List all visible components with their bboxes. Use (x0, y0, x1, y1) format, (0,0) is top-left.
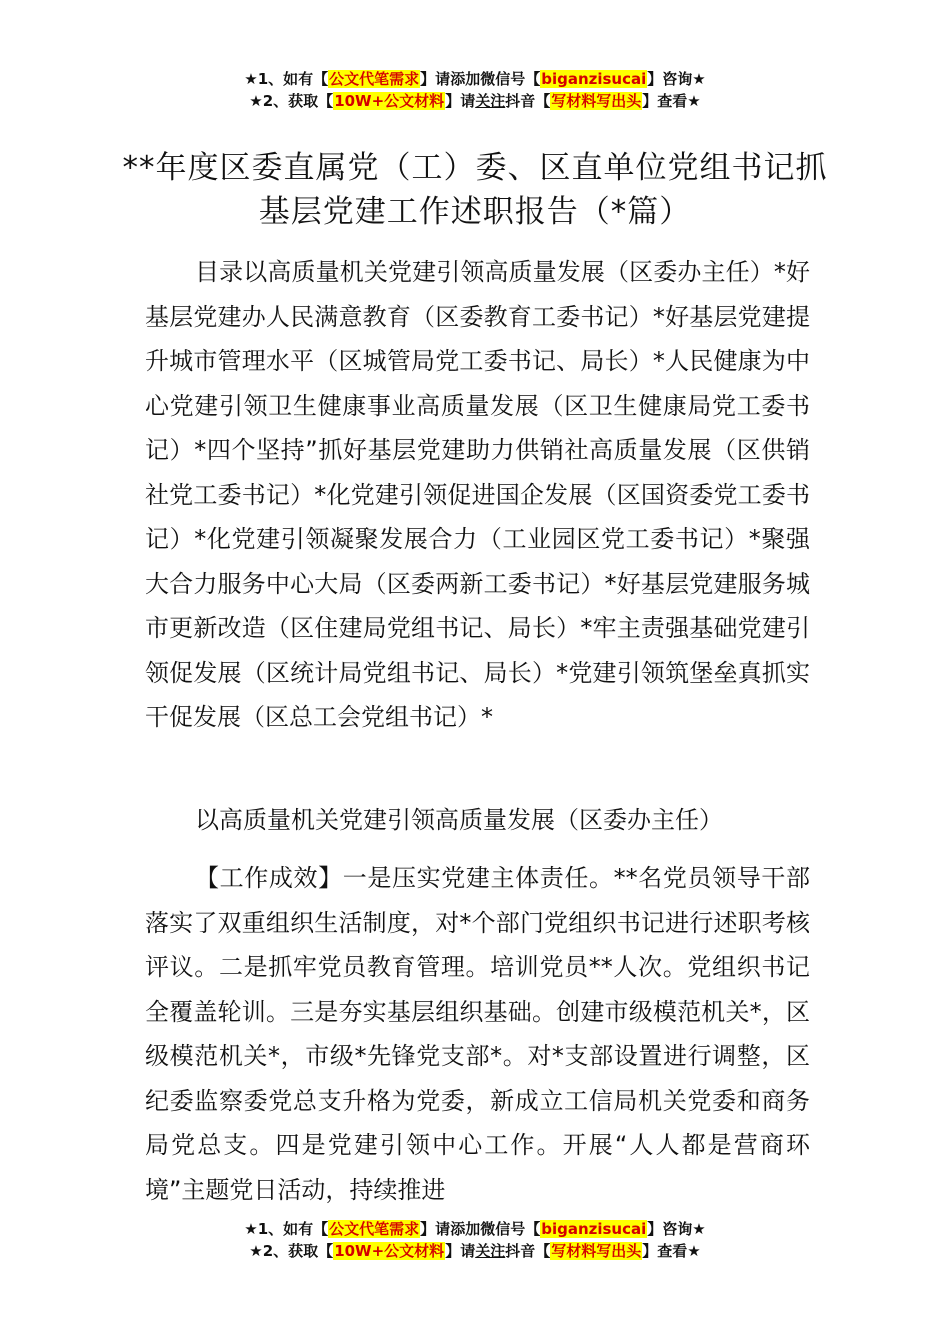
promo-highlight: 10W+公文材料 (334, 1242, 445, 1260)
promo-text: 】请 (445, 92, 476, 110)
promo-text: 微信号【 (480, 1220, 541, 1238)
promo-highlight: 公文代笔需求 (329, 70, 420, 88)
promo-text: 抖音【 (505, 92, 551, 110)
promo-highlight: 公文代笔需求 (329, 1220, 420, 1238)
promo-banner-top (0, 68, 950, 112)
promo-line-1 (0, 1218, 950, 1240)
promo-text: ★2、获取【 (249, 92, 334, 110)
promo-text: ★1、如有【 (244, 1220, 329, 1238)
promo-text: 】查看★ (642, 92, 701, 110)
promo-text: 】请 (445, 1242, 476, 1260)
promo-emphasis: 添加 (450, 1220, 481, 1238)
promo-text: 】咨询★ (647, 70, 706, 88)
promo-text: 】查看★ (642, 1242, 701, 1260)
promo-line-1 (0, 68, 950, 90)
promo-emphasis: 添加 (450, 70, 481, 88)
table-of-contents: 目录以高质量机关党建引领高质量发展（区委办主任）*好基层党建办人民满意教育（区委教育工委书记）*好基层党建提升城市管理水平（区城管局党工委书记、局长）*人民健康为中心党建引领卫生健康事业高质量发展（区卫生健康局党工委书记）*四个坚持”抓好基层党建助力供销社高质量发展（区供销社党工委书记）*化党建引领促进国企发展（区国资委党工委书记）*化党建引领凝聚发展合力（工业园区党工委书记）*聚强大合力服务中心大局（区委两新工委书记）*好基层党建服务城市更新改造（区住建局党组书记、局长）*牢主责强基础党建引领促发展（区统计局党组书记、局长）*党建引领筑堡垒真抓实干促发展（区总工会党组书记）* (145, 258, 810, 731)
document-title: **年度区委直属党（工）委、区直单位党组书记抓基层党建工作述职报告（*篇） (122, 150, 828, 230)
promo-emphasis: 关注 (475, 1242, 506, 1260)
promo-text: 】请 (420, 1220, 451, 1238)
promo-highlight: 写材料写出头 (551, 92, 642, 110)
section-heading: 以高质量机关党建引领高质量发展（区委办主任） (195, 806, 723, 834)
promo-line-2 (0, 1240, 950, 1262)
promo-text: 微信号【 (480, 70, 541, 88)
promo-text: ★1、如有【 (244, 70, 329, 88)
promo-text: ★2、获取【 (249, 1242, 334, 1260)
promo-highlight: 10W+公文材料 (334, 92, 445, 110)
promo-highlight: biganzisucai (541, 1220, 647, 1238)
promo-text: 】咨询★ (647, 1220, 706, 1238)
body-paragraph: 【工作成效】一是压实党建主体责任。**名党员领导干部落实了双重组织生活制度，对*个部门党组织书记进行述职考核评议。二是抓牢党员教育管理。培训党员**人次。党组织书记全覆盖轮训。三是夯实基层组织基础。创建市级模范机关*，区级模范机关*，市级*先锋党支部*。对*支部设置进行调整，区纪委监察委党总支升格为党委，新成立工信局机关党委和商务局党总支。四是党建引领中心工作。开展“人人都是营商环境”主题党日活动，持续推进 (145, 864, 810, 1204)
promo-text: 】请 (420, 70, 451, 88)
promo-highlight: biganzisucai (541, 70, 647, 88)
promo-text: 抖音【 (505, 1242, 551, 1260)
promo-emphasis: 关注 (475, 92, 506, 110)
promo-banner-bottom (0, 1218, 950, 1262)
promo-line-2 (0, 90, 950, 112)
promo-highlight: 写材料写出头 (551, 1242, 642, 1260)
